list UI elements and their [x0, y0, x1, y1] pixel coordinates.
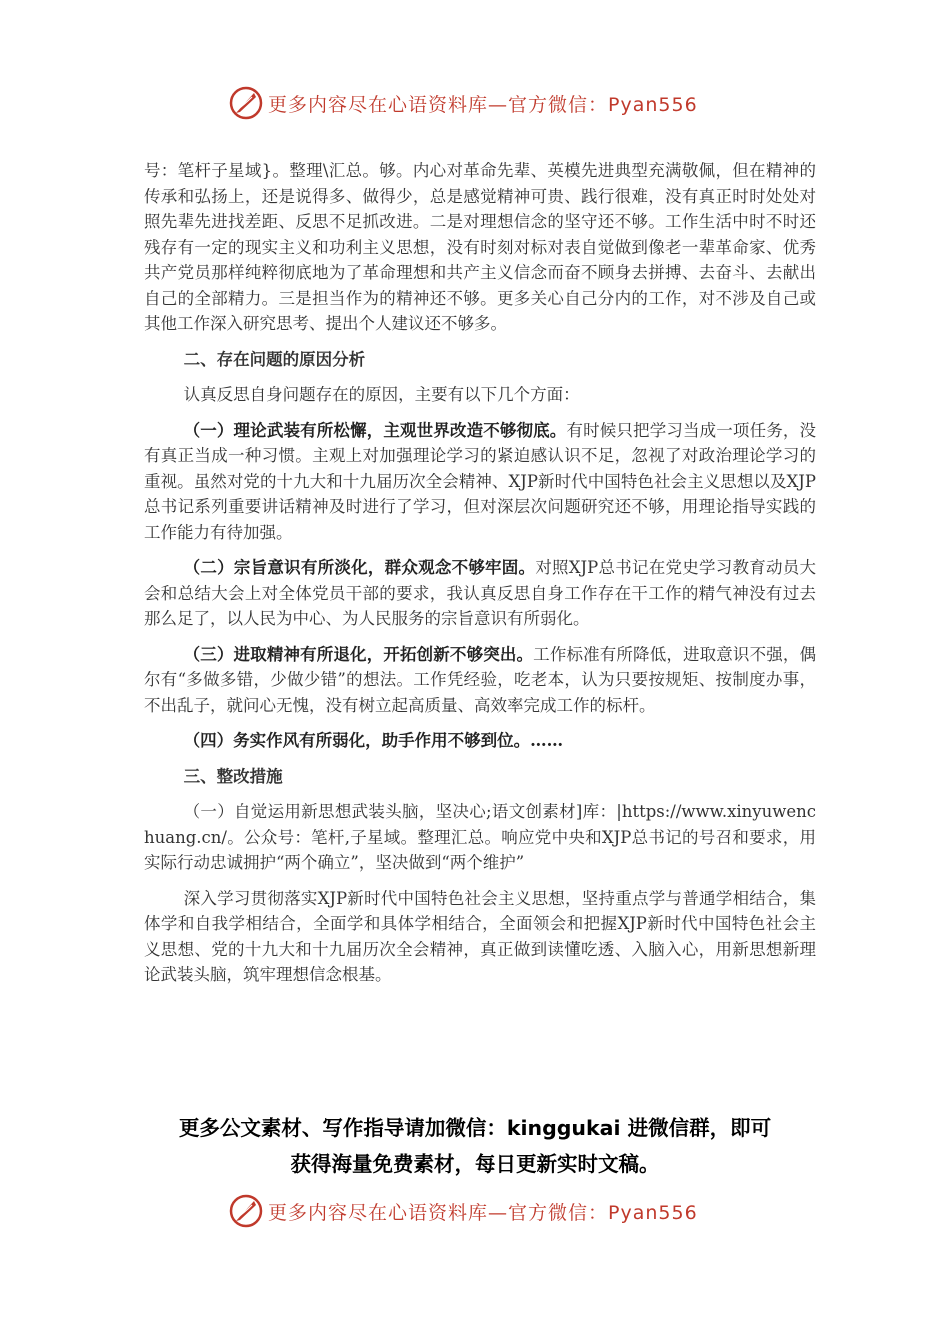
section-heading: 三、整改措施	[183, 766, 283, 786]
subsection-title: （四）务实作风有所弱化，助手作用不够到位。……	[183, 731, 564, 750]
subsection-title: （一）理论武装有所松懈，主观世界改造不够彻底。	[183, 420, 567, 440]
header-banner	[228, 84, 698, 122]
banner-text: 更多内容尽在心语资料库—官方微信：Pyan556	[268, 93, 698, 116]
paragraph: 深入学习贯彻落实XJP新时代中国特色社会主义思想，坚持重点学与普通学相结合，集体学和自我学相结合，全面学和具体学相结合，全面领会和把握XJP新时代中国特色社会主义思想、党的十九大和十九届历次全会精神，真正做到读懂吃透、入脑入心，用新思想新理论武装头脑，筑牢理想信念根基。	[144, 888, 816, 984]
footer-banner	[228, 1192, 698, 1230]
quill-logo-icon	[228, 1193, 264, 1229]
section-heading: 二、存在问题的原因分析	[183, 349, 366, 369]
promo-note	[100, 1110, 850, 1182]
paragraph: 号：笔杆子星域}。整理\汇总。够。内心对革命先辈、英模先进典型充满敬佩，但在精神的传承和弘扬上，还是说得多、做得少，总是感觉精神可贵、践行很难，没有真正时时处处对照先辈先进找差距、反思不足抓改进。二是对理想信念的坚守还不够。工作生活中时不时还残存有一定的现实主义和功利主义思想，没有时刻对标对表自觉做到像老一辈革命家、优秀共产党员那样纯粹彻底地为了革命理想和共产主义信念而奋不顾身去拼搏、去奋斗、去献出自己的全部精力。三是担当作为的精神还不够。更多关心自己分内的工作，对不涉及自己或其他工作深入研究思考、提出个人建议还不够多。	[144, 161, 816, 333]
document-body	[144, 158, 816, 998]
paragraph: （一）自觉运用新思想武装头脑，坚决心;语文创素材]库：|https://www.xinyuwenchuang.cn/。公众号：笔杆,子星域。整理汇总。响应党中央和XJP总书记的号召和要求，用实际行动忠诚拥护“两个确立”，坚决做到“两个维护”	[144, 802, 816, 872]
subsection-title: （三）进取精神有所退化，开拓创新不够突出。	[183, 644, 534, 664]
banner-text: 更多内容尽在心语资料库—官方微信：Pyan556	[268, 1201, 698, 1224]
paragraph: 认真反思自身问题存在的原因，主要有以下几个方面：	[183, 385, 580, 404]
promo-line: 获得海量免费素材，每日更新实时文稿。	[290, 1152, 660, 1176]
paragraph: （三）进取精神有所退化，开拓创新不够突出。工作标准有所降低，进取意识不强，偶尔有“多做多错，少做少错”的想法。工作凭经验，吃老本，认为只要按规矩、按制度办事，不出乱子，就问心无愧，没有树立起高质量、高效率完成工作的标杆。	[144, 644, 817, 715]
paragraph: （二）宗旨意识有所淡化，群众观念不够牢固。对照XJP总书记在党史学习教育动员大会和总结大会上对全体党员干部的要求，我认真反思自身工作存在干工作的精气神没有过去那么足了，以人民为中心、为人民服务的宗旨意识有所弱化。	[144, 558, 816, 628]
paragraph: （一）理论武装有所松懈，主观世界改造不够彻底。有时候只把学习当成一项任务，没有真正当成一种习惯。主观上对加强理论学习的紧迫感认识不足，忽视了对政治理论学习的重视。虽然对党的十九大和十九届历次全会精神、XJP新时代中国特色社会主义思想以及XJP总书记系列重要讲话精神及时进行了学习，但对深层次问题研究还不够，用理论指导实践的工作能力有待加强。	[144, 420, 817, 542]
subsection-title: （二）宗旨意识有所淡化，群众观念不够牢固。	[183, 558, 536, 577]
quill-logo-icon	[228, 85, 264, 121]
promo-line: 更多公文素材、写作指导请加微信：kinggukai 进微信群，即可	[178, 1116, 772, 1140]
